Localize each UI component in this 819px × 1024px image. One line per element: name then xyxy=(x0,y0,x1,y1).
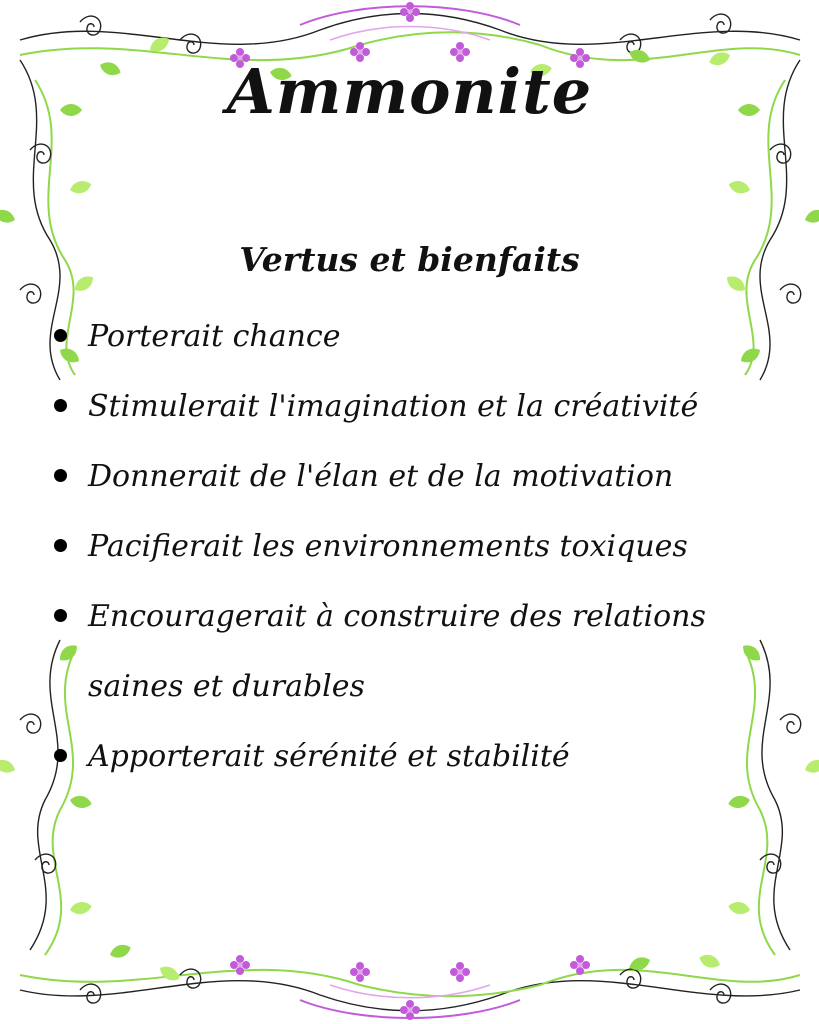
bullet-icon xyxy=(54,609,67,622)
list-item-text: Apporterait sérénité et stabilité xyxy=(88,739,570,774)
page-title: Ammonite xyxy=(226,55,593,128)
list-item xyxy=(52,372,792,442)
list-item xyxy=(52,722,792,792)
bullet-icon xyxy=(54,539,67,552)
section-subtitle: Vertus et bienfaits xyxy=(239,240,580,279)
bullet-icon xyxy=(54,469,67,482)
bullet-icon xyxy=(54,749,67,762)
list-item xyxy=(52,302,792,372)
list-item-text: Porterait chance xyxy=(88,319,341,354)
list-item xyxy=(52,442,792,512)
list-item-text: Encouragerait à construire des relations saines et durables xyxy=(88,599,706,704)
bullet-icon xyxy=(54,329,67,342)
list-item xyxy=(52,512,792,582)
list-item xyxy=(52,582,792,722)
list-item-text: Donnerait de l'élan et de la motivation xyxy=(88,459,674,494)
list-item-text: Stimulerait l'imagination et la créativité xyxy=(88,389,699,424)
virtues-list xyxy=(52,302,792,792)
list-item-text: Pacifierait les environnements toxiques xyxy=(88,529,688,564)
bottom-vine xyxy=(20,942,800,1020)
bullet-icon xyxy=(54,399,67,412)
